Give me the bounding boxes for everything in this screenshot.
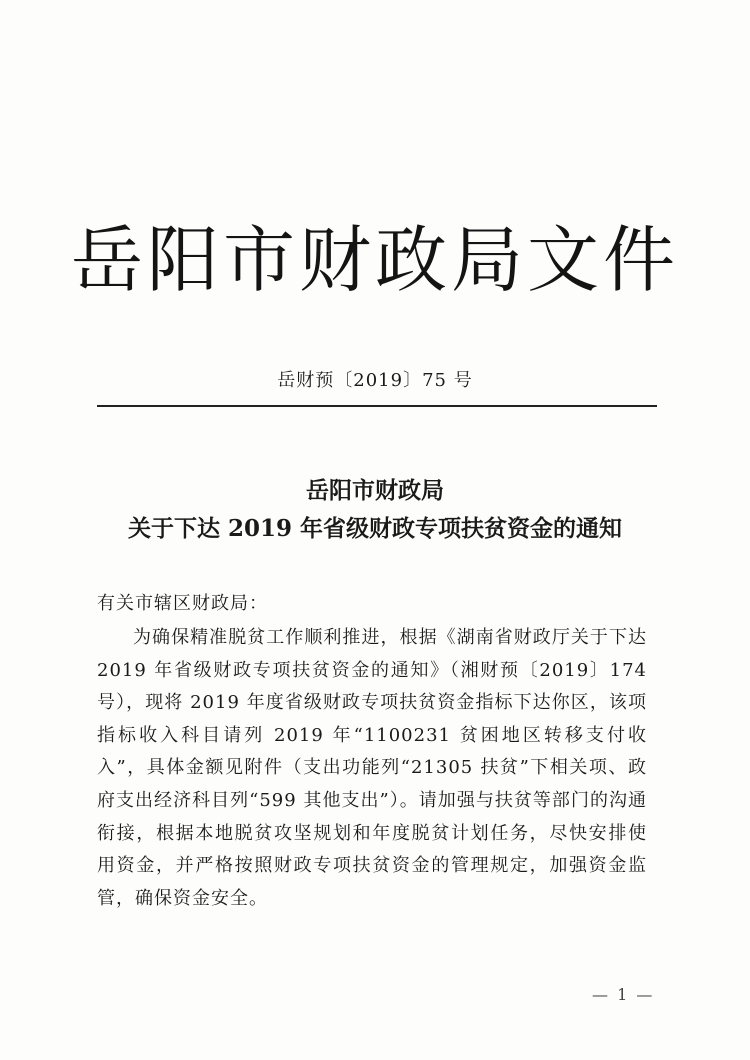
header-divider xyxy=(97,405,657,407)
page-number: — 1 — xyxy=(592,985,655,1004)
notice-title-issuer: 岳阳市财政局 xyxy=(306,477,444,504)
document-header: 岳阳市财政局文件 xyxy=(70,218,679,302)
salutation: 有关市辖区财政局： xyxy=(97,593,268,614)
notice-title-subject: 关于下达 2019 年省级财政专项扶贫资金的通知 xyxy=(127,515,623,542)
document-number: 岳财预〔2019〕75 号 xyxy=(277,370,473,391)
body-paragraph: 为确保精准脱贫工作顺利推进，根据《湖南省财政厅关于下达 2019 年省级财政专项扶贫资金的通知》（湘财预〔2019〕174 号），现将 2019 年度省级财政专项扶贫资金指标下达你区，该项指标收入科目请列 2019 年“1100231 贫困地区转移支付收入”，具体金额见附件（支出功能列“21305 扶贫”下相关项、政府支出经济科目列“599 其他支出”）。请加强与扶贫等部门的沟通衔接，根据本地脱贫攻坚规划和年度脱贫计划任务，尽快安排使用资金，并严格按照财政专项扶贫资金的管理规定，加强资金监管，确保资金安全。 xyxy=(97,627,647,909)
